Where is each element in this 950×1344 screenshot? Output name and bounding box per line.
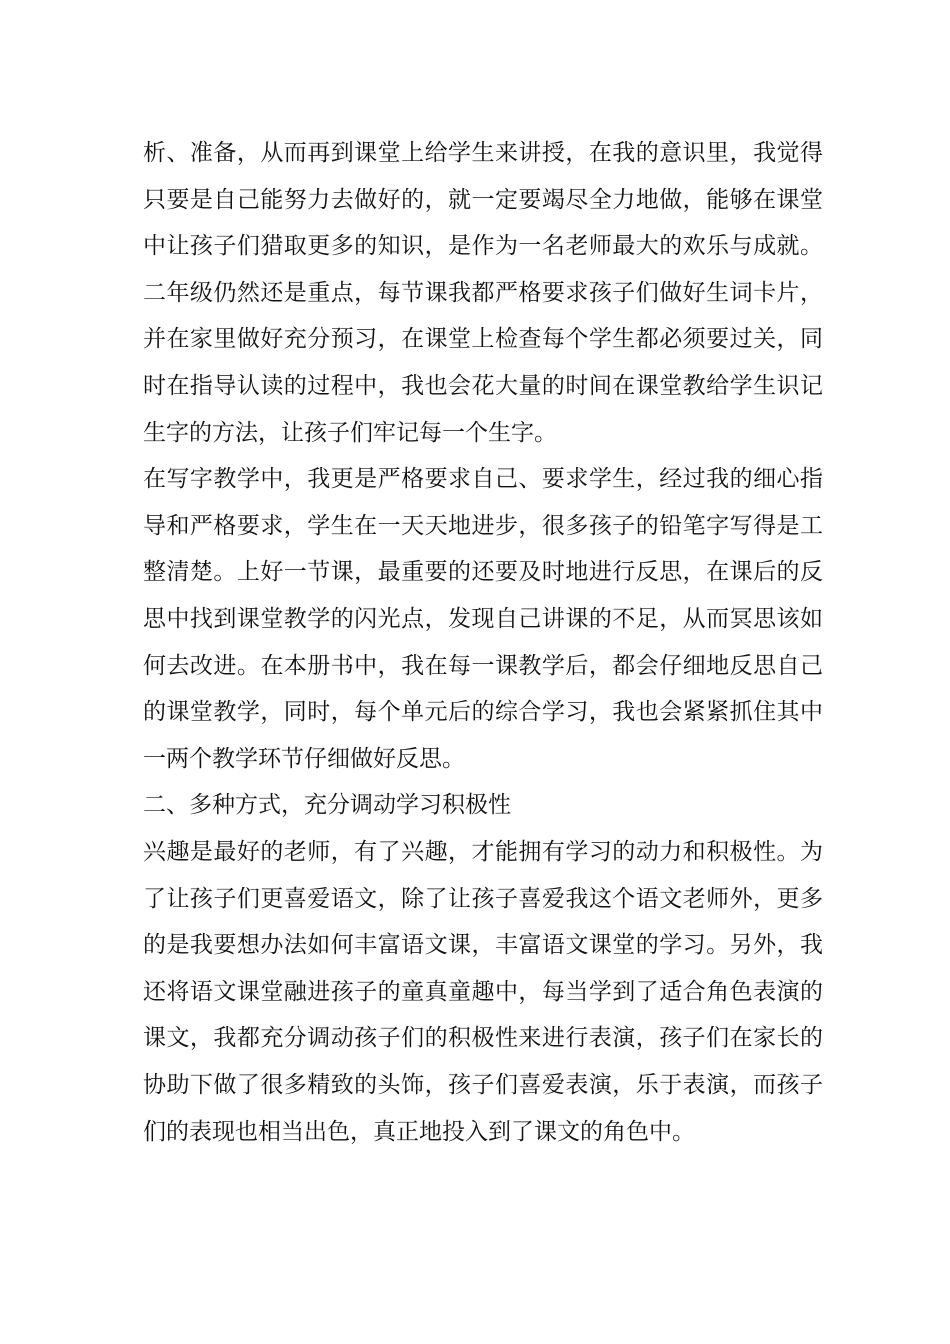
- text-line: 了让孩子们更喜爱语文，除了让孩子喜爱我这个语文老师外，更多: [143, 885, 823, 912]
- text-line: 在写字教学中，我更是严格要求自己、要求学生，经过我的细心指: [143, 466, 823, 493]
- text-line: 二、多种方式，充分调动学习积极性: [143, 792, 511, 819]
- text-line: 思中找到课堂教学的闪光点，发现自己讲课的不足，从而冥思该如: [143, 606, 823, 632]
- text-line: 时在指导认读的过程中，我也会花大量的时间在课堂教给学生识记: [143, 373, 823, 399]
- text-line: 整清楚。上好一节课，最重要的还要及时地进行反思，在课后的反: [143, 559, 823, 586]
- text-line: 还将语文课堂融进孩子的童真童趣中，每当学到了适合角色表演的: [143, 978, 823, 1005]
- text-line: 的是我要想办法如何丰富语文课，丰富语文课堂的学习。另外，我: [143, 932, 823, 959]
- text-line: 析、准备，从而再到课堂上给学生来讲授，在我的意识里，我觉得: [143, 140, 823, 166]
- text-line: 们的表现也相当出色，真正地投入到了课文的角色中。: [143, 1118, 695, 1145]
- text-line: 并在家里做好充分预习，在课堂上检查每个学生都必须要过关，同: [143, 326, 823, 353]
- text-line: 二年级仍然还是重点，每节课我都严格要求孩子们做好生词卡片，: [143, 279, 823, 306]
- text-line: 生字的方法，让孩子们牢记每一个生字。: [143, 419, 557, 446]
- text-line: 何去改进。在本册书中，我在每一课教学后，都会仔细地反思自己: [143, 652, 823, 679]
- text-line: 兴趣是最好的老师，有了兴趣，才能拥有学习的动力和积极性。为: [143, 839, 823, 865]
- text-line: 一两个教学环节仔细做好反思。: [143, 745, 465, 772]
- text-line: 只要是自己能努力去做好的，就一定要竭尽全力地做，能够在课堂: [143, 186, 823, 213]
- text-line: 中让孩子们猎取更多的知识，是作为一名老师最大的欢乐与成就。: [143, 233, 823, 260]
- text-line: 导和严格要求，学生在一天天地进步，很多孩子的铅笔字写得是工: [143, 512, 823, 539]
- text-line: 协助下做了很多精致的头饰，孩子们喜爱表演，乐于表演，而孩子: [143, 1072, 823, 1098]
- text-line: 的课堂教学，同时，每个单元后的综合学习，我也会紧紧抓住其中: [143, 699, 823, 726]
- text-line: 课文，我都充分调动孩子们的积极性来进行表演，孩子们在家长的: [143, 1025, 823, 1052]
